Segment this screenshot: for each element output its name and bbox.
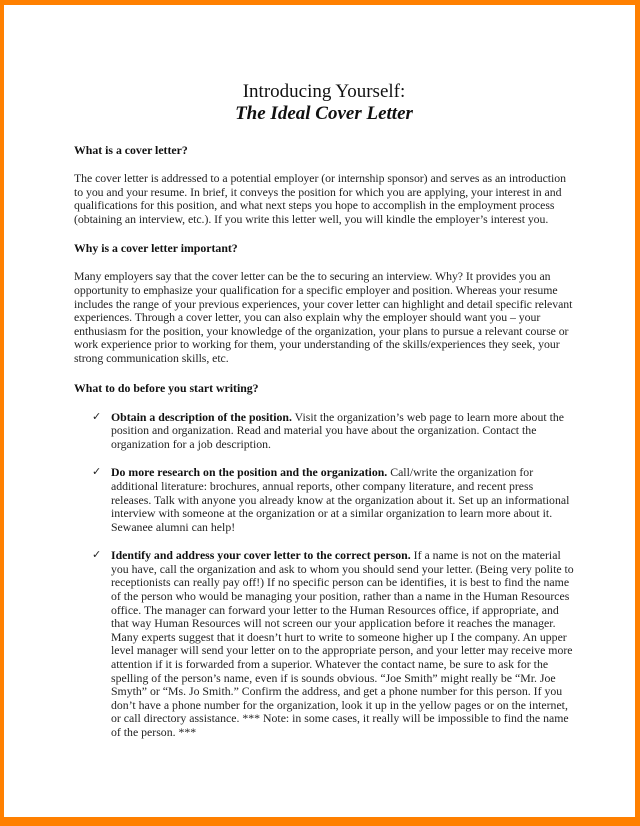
document-page (4, 81, 574, 740)
checklist-item-title: Identify and address your cover letter to the correct person. (111, 548, 411, 563)
checkmark-icon: ✓ (92, 410, 102, 423)
checkmark-icon: ✓ (92, 466, 102, 479)
checkmark-icon: ✓ (92, 549, 102, 562)
checklist-item-text: If a name is not on the material you have, call the organization and ask to whom you should send your letter. (Being very polite to receptionists can really pay off!) If no specific person can be identifies, it is best to find the name of the person who would be managing your position, rather than a name in the Human Resources office. The manager can forward your letter to the Human Resources office, if appropriate, and that way Human Resources will not screen our your application before it reaches the manager. Many experts suggest that it doesn’t hurt to write to someone higher up I the company. An upper level manager will send your letter on to the appropriate person, and your letter may receive more attention if it is forwarded from a superior. Whatever the contact name, be sure to ask for the spelling of the person’s name, even if is sounds obvious. “Joe Smith” might really be “Mr. Joe Smyth” or “Ms. Jo Smith.” Confirm the address, and get a phone number for this person. If you don’t have a phone number for the organization, look it up in the yellow pages or on the internet, or call directory assistance. *** Note: in some cases, it really will be impossible to find the name of the person. *** (111, 548, 574, 739)
checklist-item-title: Obtain a description of the position. (111, 409, 292, 424)
section-heading-why: Why is a cover letter important? (74, 241, 238, 256)
checklist-item-title: Do more research on the position and the organization. (111, 465, 388, 480)
checklist-item (74, 549, 574, 739)
checklist-item-text: Call/write the organization for additional literature: brochures, annual reports, other company literature, and recent press releases. Talk with anyone you already know at the organization about it. Set up an informational interview with someone at the organization or at a similar organization to learn more about it. Sewanee alumni can help! (111, 465, 570, 534)
checklist (74, 411, 574, 740)
section-body-what: The cover letter is addressed to a potential employer (or internship sponsor) and serves as an introduction to you and your resume. In brief, it conveys the position for which you are applying, your interest in and qualifications for this position, and what next steps you hope to accomplish in the employment process (obtaining an interview, etc.). If you write this letter well, you will kindle the employer’s interest you. (74, 171, 566, 226)
section-heading-what: What is a cover letter? (74, 143, 188, 157)
checklist-item (74, 411, 574, 452)
document-subtitle: The Ideal Cover Letter (235, 103, 413, 124)
document-title: Introducing Yourself: (242, 81, 406, 102)
section-body-why: Many employers say that the cover letter can be the to securing an interview. Why? It provides you an opportunity to emphasize your qualification for a specific employer and position. Whereas your resume includes the range of your previous experiences, your cover letter can highlight and detail specific relevant experiences. Through a cover letter, you can also explain why the employer should want you – your enthusiasm for the position, your knowledge of the organization, your plans to pursue a relevant course or work experience prior to working for them, your understanding of the skills/experiences they seek, your strong communication skills, etc. (74, 269, 573, 365)
section-heading-before: What to do before you start writing? (74, 380, 259, 395)
checklist-item-text: Visit the organization’s web page to learn more about the position and organization. Read and material you have about the organization. Contact the organization for a job description. (111, 409, 564, 451)
checklist-item (74, 466, 574, 534)
